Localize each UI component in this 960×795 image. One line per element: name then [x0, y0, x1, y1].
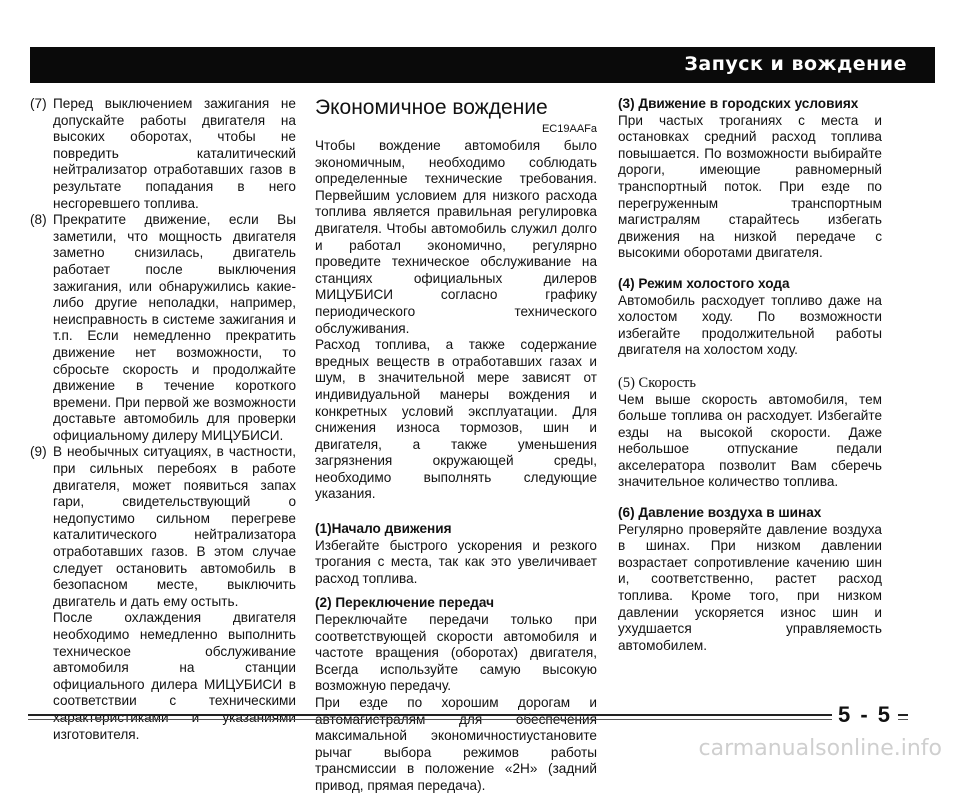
footer-rule-thin	[28, 719, 908, 720]
intro-paragraph: Чтобы вождение автомобиля было экономичным, необходимо соблюдать определенные технические требования. Первейшим условием для низкого расхода топлива является правильная регулировка двигателя. Чтобы автомобиль служил долго и работал экономично, регулярно проведите техническое обслуживание на станциях официальных дилеров МИЦУБИСИ согласно графику периодического технического обслуживания.	[315, 138, 597, 336]
list-text: Перед выключением зажигания не допускайте работы двигателя на высоких оборотах, чтобы не повредить каталитический нейтрализатор отработавших газов в результате попадания в него несгоревшего топлива.	[53, 96, 296, 211]
middle-column	[315, 96, 597, 795]
subsection-title-start: (1)Начало движения	[315, 521, 452, 537]
section-header-bar	[30, 47, 935, 83]
intro-paragraph-2: Расход топлива, а также содержание вредных веществ в отработавших газах и шум, в значительной мере зависят от индивидуальной манеры вождения и конкретных условий эксплуатации. Для снижения износа тормозов, шин и двигателя, а также уменьшения загрязнения окружающей среды, необходимо выполнять следующие указания.	[315, 337, 597, 502]
list-item	[30, 96, 296, 212]
page-number: 5 - 5	[832, 702, 898, 728]
right-column	[618, 96, 882, 654]
list-number: (7)	[30, 96, 47, 111]
list-item	[30, 444, 296, 743]
list-number: (9)	[30, 444, 47, 460]
list-number: (8)	[30, 212, 47, 228]
section-header-title: Запуск и вождение	[684, 53, 907, 75]
subsection-text-tires: Регулярно проверяйте давление воздуха в шинах. При низком давлении возрастает сопротивление качению шин и, соответственно, растет расход топлива. Кроме того, при низком давлении ускоряется износ шин и ухудшается управляемость автомобилем.	[618, 521, 882, 653]
section-title: Экономичное вождение	[315, 96, 548, 119]
list-item	[30, 212, 296, 444]
watermark: carmanualsonline.info	[698, 736, 942, 761]
subsection-text-speed: Чем выше скорость автомобиля, тем больше топлива он расходует. Избегайте езды на высокой скорости. Даже небольшое отпускание педали акселератора позволит Вам сберечь значительное количество топлива.	[618, 391, 882, 490]
subsection-text-start: Избегайте быстрого ускорения и резкого трогания с места, так как это увеличивает расход топлива.	[315, 537, 597, 586]
subsection-text-gears-2: При езде по хорошим дорогам и автомагистралям для обеспечения максимальной экономичностиустановите рычаг выбора режимов работы трансмиссии в положение «2H» (задний привод, прямая передача).	[315, 695, 597, 793]
left-column	[30, 96, 296, 743]
list-text: Прекратите движение, если Вы заметили, что мощность двигателя заметно снизилась, двигатель работает после выключения зажигания, или обнаружились какие-либо другие неполадки, например, неисправность в системе зажигания и т.п. Если немедленно прекратить движение нет возможности, то сбросьте скорость и продолжайте движение в течение короткого времени. При первой же возможности доставьте автомобиль для проверки официальному дилеру МИЦУБИСИ.	[53, 212, 296, 443]
subsection-text-idle: Автомобиль расходует топливо даже на холостом ходу. По возможности избегайте продолжительной работы двигателя на холостом ходу.	[618, 292, 882, 358]
subsection-text-city: При частых троганиях с места и остановках средний расход топлива повышается. По возможности выбирайте дороги, имеющие равномерный транспортный поток. При езде по перегруженным транспортным магистралям старайтесь избегать движения на низкой передаче с высокими оборотами двигателя.	[618, 112, 882, 261]
footer-rule	[28, 714, 908, 716]
subsection-title-tires: (6) Давление воздуха в шинах	[618, 505, 822, 521]
subsection-title-idle: (4) Режим холостого хода	[618, 275, 790, 291]
reference-code: EC19AAFa	[541, 123, 597, 135]
subsection-text-gears: Переключайте передачи только при соответствующей скорости автомобиля и частоте вращения (оборотах) двигателя, Всегда используйте самую высокую возможную передачу.	[315, 612, 597, 694]
list-text-continued: После охлаждения двигателя необходимо немедленно выполнить техническое обслуживание автомобиля на станции официального дилера МИЦУБИСИ в соответствии с техническими характеристиками и указаниями изготовителя.	[53, 610, 296, 742]
subsection-title-speed: (5) Скорость	[618, 374, 697, 391]
subsection-title-gears: (2) Переключение передач	[315, 595, 495, 611]
list-text: В необычных ситуациях, в частности, при сильных перебоях в работе двигателя, может появиться запах гари, свидетельствующий о недопустимо сильном перегреве каталитического нейтрализатора отработавших газов. В этом случае следует остановить автомобиль в безопасном месте, выключить двигатель и дать ему остыть.	[53, 444, 296, 609]
subsection-title-city: (3) Движение в городских условиях	[618, 96, 859, 111]
